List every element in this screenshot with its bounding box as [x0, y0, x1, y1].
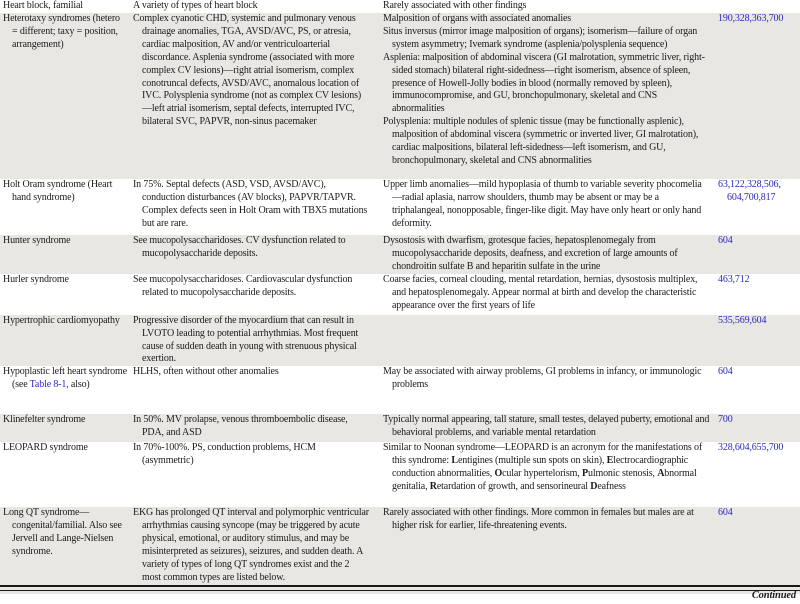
syndrome-name-cell — [0, 179, 133, 235]
cv-paragraph: In 50%. MV prolapse, venous thromboembolic disease, PDA, and ASD — [133, 414, 348, 439]
reference-pages-cell — [716, 507, 800, 594]
syndrome-name-cell — [0, 507, 133, 594]
other-findings-cell — [383, 315, 716, 367]
reference-page-link[interactable]: 604 — [718, 235, 733, 246]
other-findings-cell — [383, 235, 716, 274]
cv-manifestations-cell — [133, 235, 383, 274]
reference-page-link[interactable]: 604 — [718, 366, 733, 378]
other-findings-cell — [383, 179, 716, 235]
reference-page-link[interactable]: 604 — [718, 507, 733, 519]
other-findings-cell — [383, 366, 716, 414]
syndrome-name: LEOPARD syndrome — [3, 442, 88, 454]
cv-manifestations-cell — [133, 414, 383, 442]
cv-paragraph: A variety of types of heart block — [133, 0, 258, 11]
reference-pages-cell — [716, 274, 800, 315]
syndrome-name: Klinefelter syndrome — [3, 414, 86, 426]
syndrome-name-cell — [0, 235, 133, 274]
acronym-letter: P — [582, 468, 588, 480]
reference-pages-cell — [716, 179, 800, 235]
reference-page-link[interactable]: 700 — [718, 414, 733, 426]
findings-paragraph: Similar to Noonan syndrome—LEOPARD is an acronym for the manifestations of this syndrome: Lentigines (multiple sun spots on skin), Electrocardiographic conduction abnormalities, Ocular hypertelorism, Pulmonic stenosis, Abnormal genitalia, Retardation of growth, and sensorineural Deafness — [383, 442, 703, 493]
syndrome-name-cell — [0, 442, 133, 507]
table-row — [0, 366, 800, 414]
syndrome-name: Hypertrophic cardiomyopathy — [3, 314, 120, 326]
cv-manifestations-cell — [133, 507, 383, 594]
findings-paragraph: Polysplenia: multiple nodules of splenic tissue (may be functionally asplenic), malposition of abdominal viscera (symmetric or inverted liver, GI malrotation), cardiac malpositions, bilateral left-sidedness—left isomerism, and GU, bronchopulmonary, skeletal and CNS abnormalities — [383, 116, 699, 166]
syndrome-name-cell — [0, 0, 133, 13]
cv-paragraph: Complex cyanotic CHD, systemic and pulmonary venous drainage anomalies, TGA, AVSD/AVC, PS, or atresia, cardiac malposition, AV and/or ventriculoarterial discordance. Asplenia syndrome (associated with more complex CV lesions)—right atrial isomerism, complex conotruncal defects, AVSD/AVC, anomalous location of IVC. Polysplenia syndrome (not as complex CV lesions)—left atrial isomerism, septal defects, interrupted IVC, bilateral SVC, PAPVR, non-sinus pacemaker — [133, 13, 362, 128]
table-row — [0, 442, 800, 507]
acronym-letter: R — [429, 481, 437, 493]
syndrome-name-cell — [0, 315, 133, 367]
continued-label: Continued — [751, 590, 796, 601]
findings-paragraph: Situs inversus (mirror image malposition of organs); isomerism—failure of organ system asymmetry; Ivemark syndrome (asplenia/polysplenia sequence) — [383, 25, 698, 50]
cv-manifestations-cell — [133, 13, 383, 179]
findings-paragraph: Rarely associated with other findings — [383, 0, 527, 11]
reference-pages-cell — [716, 414, 800, 442]
other-findings-cell — [383, 0, 716, 13]
acronym-letter: D — [590, 481, 598, 493]
findings-paragraph: Malposition of organs with associated anomalies — [383, 13, 572, 24]
table-row — [0, 274, 800, 315]
reference-pages-cell — [716, 0, 800, 13]
table-row — [0, 0, 800, 13]
syndrome-name: Hypoplastic left heart syndrome (see Table 8-1, also) — [3, 366, 127, 391]
cv-manifestations-cell — [133, 0, 383, 13]
table-8-1-link[interactable]: Table 8-1, — [29, 379, 69, 391]
syndrome-name: Hurler syndrome — [3, 273, 69, 285]
cv-paragraph: EKG has prolonged QT interval and polymorphic ventricular arrhythmias causing syncope (may be triggered by acute physical, emotional, or auditory stimulus, and may be misinterpreted as seizures), seizures, and sudden death. A variety of types of long QT syndromes exist and the 2 most common types are listed below. — [133, 507, 369, 583]
table-bottom-rule — [0, 585, 800, 591]
cv-paragraph: See mucopolysaccharidoses. Cardiovascular dysfunction related to mucopolysaccharide deposits. — [133, 273, 353, 298]
table-row — [0, 507, 800, 594]
reference-page-link[interactable]: 63,122,328,506, — [718, 179, 781, 190]
syndrome-name-cell — [0, 13, 133, 179]
table-row — [0, 13, 800, 179]
syndrome-name: Hunter syndrome — [3, 235, 71, 246]
findings-paragraph: Rarely associated with other findings. More common in females but males are at higher risk for earlier, life-threatening events. — [383, 507, 694, 532]
table-row — [0, 235, 800, 274]
table-row — [0, 315, 800, 367]
other-findings-cell — [383, 507, 716, 594]
cv-paragraph: In 75%. Septal defects (ASD, VSD, AVSD/AVC), conduction disturbances (AV blocks), PAPVR/TAPVR. Complex defects seen in Holt Oram with TBX5 mutations but are rare. — [133, 179, 368, 229]
reference-pages-cell — [716, 442, 800, 507]
cv-paragraph: In 70%-100%. PS, conduction problems, HCM (asymmetric) — [133, 442, 316, 467]
other-findings-cell — [383, 414, 716, 442]
other-findings-cell — [383, 442, 716, 507]
cv-manifestations-cell — [133, 315, 383, 367]
findings-paragraph: Upper limb anomalies—mild hypoplasia of thumb to variable severity phocomelia—radial aplasia, narrow shoulders, thumb may be absent or may be a triphalangeal, nonopposable, finger-like digit. May have only heart or only hand deformity. — [383, 179, 702, 229]
findings-paragraph: Typically normal appearing, tall stature, small testes, delayed puberty, emotional and behavioral problems, and variable mental retardation — [383, 414, 710, 439]
cv-paragraph: See mucopolysaccharidoses. CV dysfunction related to mucopolysaccharide deposits. — [133, 235, 346, 259]
findings-paragraph: Asplenia: malposition of abdominal viscera (GI malrotation, symmetric liver, right-sided stomach) bilateral right-sidedness—right isomerism, absence of spleen, presence of Howell-Jolly bodies in blood (normally removed by spleen), immunocompromise, and GU, bronchopulmonary, skeletal and CNS abnormalities — [383, 51, 705, 115]
reference-page-link[interactable]: 535,569,604 — [718, 314, 767, 326]
acronym-letter: A — [657, 468, 665, 480]
acronym-letter: L — [451, 455, 458, 467]
reference-pages-cell — [716, 366, 800, 414]
table-row — [0, 179, 800, 235]
syndrome-name-cell — [0, 274, 133, 315]
other-findings-cell — [383, 13, 716, 179]
cv-manifestations-cell — [133, 274, 383, 315]
reference-page-link[interactable]: 463,712 — [718, 273, 750, 285]
cv-paragraph: HLHS, often without other anomalies — [133, 366, 279, 378]
findings-paragraph: Dysostosis with dwarfism, grotesque facies, hepatosplenomegaly from mucopolysaccharide deposits, deafness, and excretion of large amounts of chondroitin sulfate B and heparitin sulfate in the urine — [383, 235, 678, 272]
reference-pages-cell — [716, 315, 800, 367]
syndrome-name: Holt Oram syndrome (Heart hand syndrome) — [3, 179, 113, 203]
reference-pages-cell — [716, 13, 800, 179]
reference-pages-cell — [716, 235, 800, 274]
other-findings-cell — [383, 274, 716, 315]
syndrome-name-cell — [0, 366, 133, 414]
cv-manifestations-cell — [133, 179, 383, 235]
cv-manifestations-cell — [133, 366, 383, 414]
reference-page-link[interactable]: 604,700,817 — [727, 191, 776, 203]
table-row — [0, 414, 800, 442]
findings-paragraph: Coarse facies, corneal clouding, mental retardation, hernias, dysostosis multiplex, and hepatosplenomegaly. Appear normal at birth and develop the characteristic appearance over the first years of life — [383, 273, 698, 311]
syndrome-name: Long QT syndrome—congenital/familial. Also see Jervell and Lange-Nielsen syndrome. — [3, 507, 122, 558]
syndrome-name-cell — [0, 414, 133, 442]
acronym-letter: O — [494, 468, 503, 480]
syndrome-name: Heterotaxy syndromes (hetero = different; taxy = position, arrangement) — [3, 13, 120, 50]
reference-page-link[interactable]: 190,328,363,700 — [718, 13, 784, 24]
cv-manifestations-cell — [133, 442, 383, 507]
findings-paragraph: May be associated with airway problems, GI problems in infancy, or immunologic problems — [383, 366, 702, 391]
reference-page-link[interactable]: 328,604,655,700 — [718, 442, 784, 454]
cv-paragraph: Progressive disorder of the myocardium that can result in LVOTO leading to potential arrhythmias. Most frequent cause of sudden death in young with strenuous physical exertion. — [133, 314, 359, 365]
syndrome-name: Heart block, familial — [3, 0, 83, 11]
acronym-letter: E — [606, 455, 614, 467]
